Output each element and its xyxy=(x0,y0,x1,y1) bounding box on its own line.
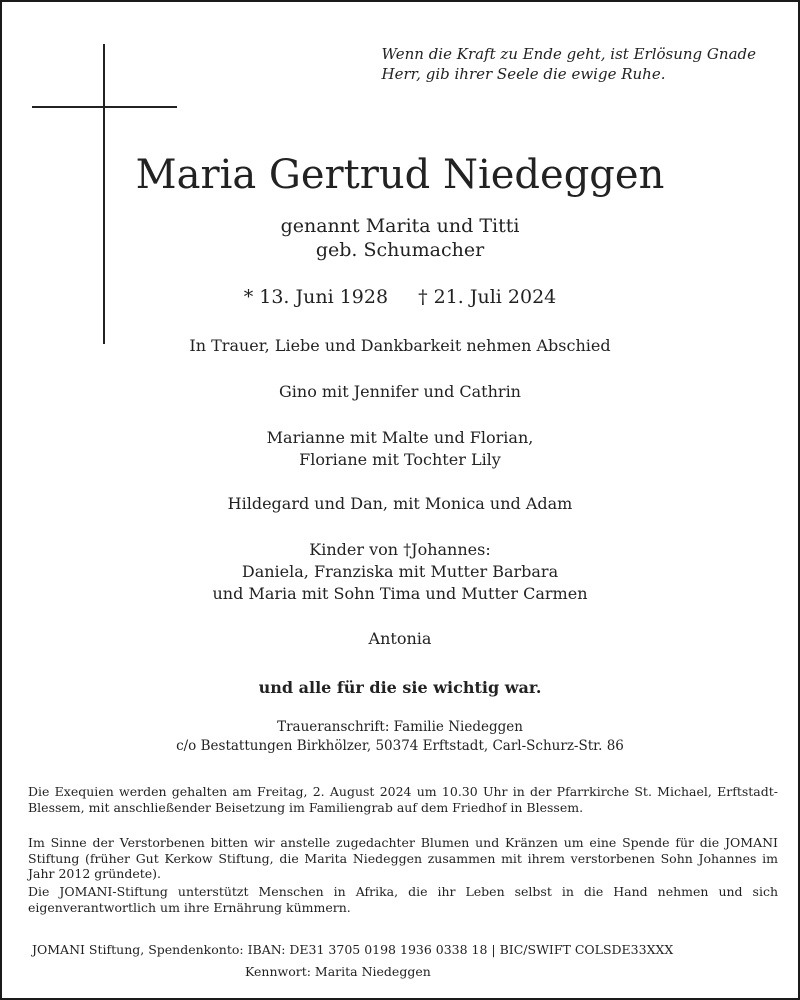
mourner-line: Marianne mit Malte und Florian, xyxy=(266,428,534,447)
deceased-aliases xyxy=(2,214,798,262)
foundation-description: Die JOMANI-Stiftung unterstützt Menschen in Afrika, die ihr Leben selbst in die Hand nehmen und sich eigenverantwortlich um ihre Ernährung kümmern. xyxy=(28,884,778,915)
mourner-group-5: Antonia xyxy=(368,629,432,648)
mourner-group-3: Hildegard und Dan, mit Monica und Adam xyxy=(227,494,573,513)
motto-line-2: Herr, gib ihrer Seele die ewige Ruhe. xyxy=(381,65,666,83)
donation-request: Im Sinne der Verstorbenen bitten wir anstelle zugedachter Blumen und Kränzen um eine Spende für die JOMANI Stiftung (früher Gut Kerkow Stiftung, die Marita Niedeggen zusammen mit ihrem verstorbenen Sohn Johannes im Jahr 2012 gründete). xyxy=(28,835,778,881)
maiden-name: geb. Schumacher xyxy=(315,239,485,261)
address-line-2: c/o Bestattungen Birkhölzer, 50374 Erftstadt, Carl-Schurz-Str. 86 xyxy=(176,738,624,754)
deceased-name: Maria Gertrud Niedeggen xyxy=(135,152,665,198)
life-dates xyxy=(2,286,798,308)
bank-details: JOMANI Stiftung, Spendenkonto: IBAN: DE31 3705 0198 1936 0338 18 | BIC/SWIFT COLSDE33XXX xyxy=(32,942,674,957)
mourner-line: Daniela, Franziska mit Mutter Barbara xyxy=(241,562,559,581)
exequien-notice: Die Exequien werden gehalten am Freitag, 2. August 2024 um 10.30 Uhr in der Pfarrkirche St. Michael, Erftstadt-Blessem, mit anschließender Beisetzung im Familiengrab auf dem Friedhof in Blessem. xyxy=(28,784,778,815)
nickname: genannt Marita und Titti xyxy=(280,215,520,237)
intro-line: In Trauer, Liebe und Dankbarkeit nehmen Abschied xyxy=(189,336,611,355)
mourner-group-2 xyxy=(2,427,798,471)
mourner-line: Floriane mit Tochter Lily xyxy=(299,450,501,469)
birth-date: * 13. Juni 1928 xyxy=(243,286,389,308)
death-date: † 21. Juli 2024 xyxy=(418,286,557,308)
address-line-1: Traueranschrift: Familie Niedeggen xyxy=(277,719,523,735)
mourner-line: Kinder von †Johannes: xyxy=(309,540,491,559)
cross-icon-bar xyxy=(32,106,177,108)
mourning-address xyxy=(2,718,798,756)
motto-line-1: Wenn die Kraft zu Ende geht, ist Erlösung Gnade xyxy=(381,45,756,63)
mourner-group-1: Gino mit Jennifer und Cathrin xyxy=(279,382,521,401)
mourner-group-4 xyxy=(2,539,798,605)
closing-line: und alle für die sie wichtig war. xyxy=(258,678,542,697)
mourner-line: und Maria mit Sohn Tima und Mutter Carmen xyxy=(212,584,588,603)
kennwort: Kennwort: Marita Niedeggen xyxy=(245,964,431,979)
motto xyxy=(382,44,756,84)
